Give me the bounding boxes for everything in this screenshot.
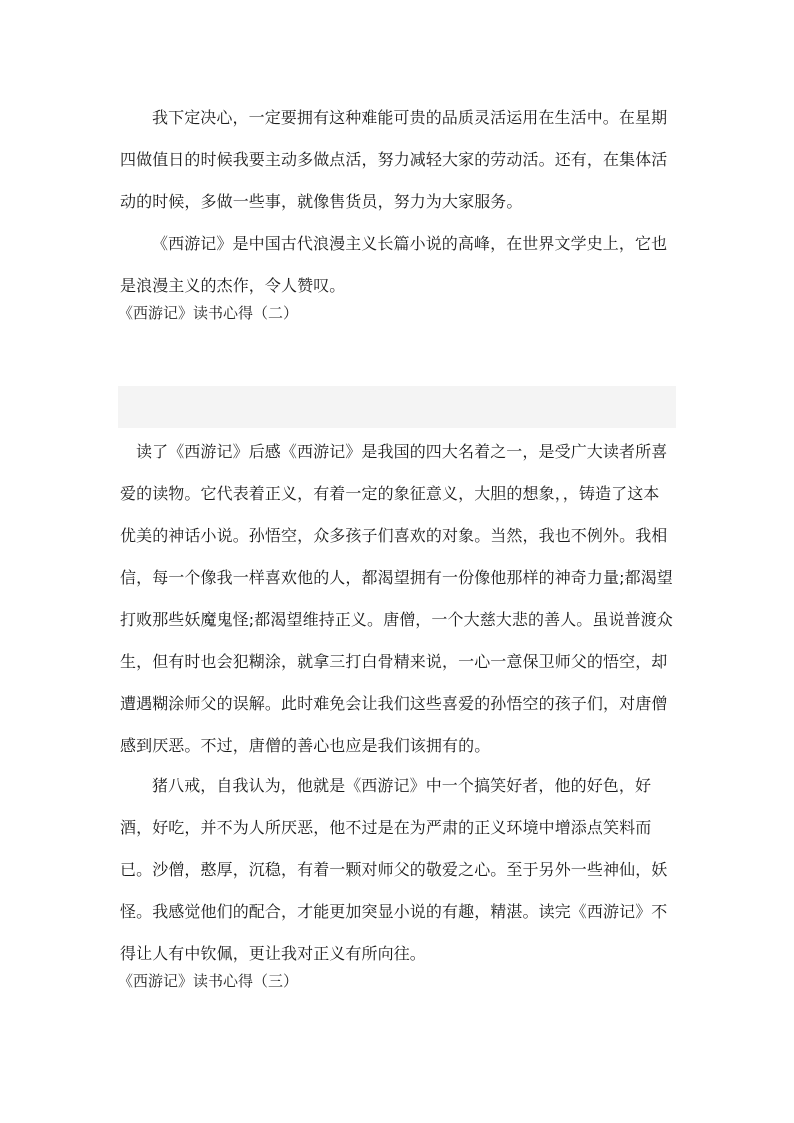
paragraph-line: 遭遇糊涂师父的误解。此时难免会让我们这些喜爱的孙悟空的孩子们，对唐僧 xyxy=(120,694,668,713)
paragraph-line: 怪。我感觉他们的配合，才能更加突显小说的有趣，精湛。读完《西游记》不 xyxy=(120,902,668,921)
paragraph-line: 四做值日的时候我要主动多做点活，努力减轻大家的劳动活。还有，在集体活 xyxy=(120,150,668,169)
paragraph-line: 优美的神话小说。孙悟空，众多孩子们喜欢的对象。当然，我也不例外。我相 xyxy=(120,526,668,545)
section-heading: 《西游记》读书心得（二） xyxy=(118,304,299,322)
paragraph-line: 感到厌恶。不过，唐僧的善心也应是我们该拥有的。 xyxy=(120,736,491,755)
paragraph-line: 爱的读物。它代表着正义，有着一定的象征意义，大胆的想象，，铸造了这本 xyxy=(120,484,660,503)
paragraph-line: 信，每一个像我一样喜欢他的人，都渴望拥有一份像他那样的神奇力量;都渴望 xyxy=(120,568,673,587)
paragraph-line: 读了《西游记》后感《西游记》是我国的四大名着之一，是受广大读者所喜 xyxy=(136,442,668,461)
paragraph-line: 猪八戒，自我认为，他就是《西游记》中一个搞笑好者，他的好色，好 xyxy=(152,776,652,795)
paragraph-line: 得让人有中钦佩，更让我对正义有所向往。 xyxy=(120,944,426,963)
divider-band xyxy=(118,386,676,428)
section-heading: 《西游记》读书心得（三） xyxy=(118,972,299,990)
paragraph-line: 打败那些妖魔鬼怪;都渴望维持正义。唐僧，一个大慈大悲的善人。虽说普渡众 xyxy=(120,610,673,629)
paragraph-line: 动的时候，多做一些事，就像售货员，努力为大家服务。 xyxy=(120,192,523,211)
paragraph-line: 《西游记》是中国古代浪漫主义长篇小说的高峰，在世界文学史上，它也 xyxy=(152,234,668,253)
paragraph-line: 已。沙僧，憨厚，沉稳，有着一颗对师父的敬爱之心。至于另外一些神仙，妖 xyxy=(120,860,668,879)
paragraph-line: 是浪漫主义的杰作，令人赞叹。 xyxy=(120,276,346,295)
paragraph-line: 酒，好吃，并不为人所厌恶，他不过是在为严肃的正义环境中增添点笑料而 xyxy=(120,818,652,837)
paragraph-line: 生，但有时也会犯糊涂，就拿三打白骨精来说，一心一意保卫师父的悟空，却 xyxy=(120,652,668,671)
paragraph-line: 我下定决心，一定要拥有这种难能可贵的品质灵活运用在生活中。在星期 xyxy=(152,108,668,127)
